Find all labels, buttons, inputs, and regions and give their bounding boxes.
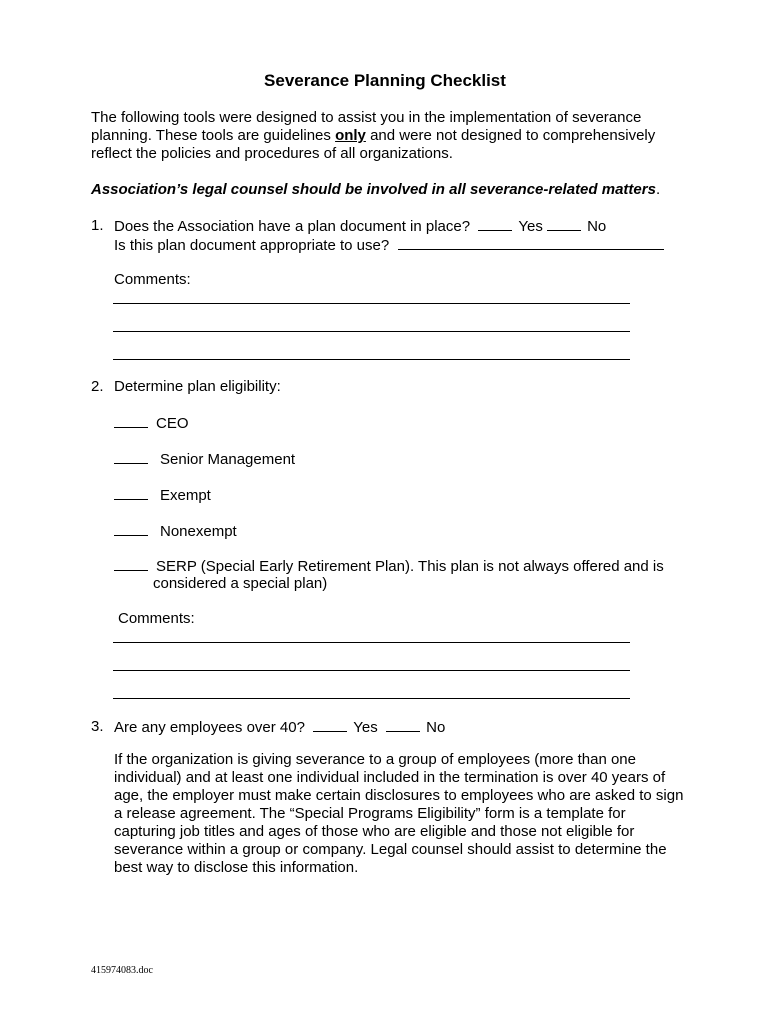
q3-explanation-paragraph: If the organization is giving severance to a group of employees (more than one individual) and at least one individual included in the termination is over 40 years of age, the employer must make certain disclosures to employees who are asked to sign a release agreement. The “Special Programs Eligibility” form is a template for capturing job titles and ages of those who are eligible and those not eligible for severance within a group or company. Legal counsel should assist to determine the best way to disclose this information.	[114, 751, 684, 876]
q2-senior-blank[interactable]	[114, 450, 148, 464]
q3-no-label: No	[426, 719, 446, 736]
q2-option-exempt	[114, 486, 211, 505]
q2-option-label: CEO	[156, 415, 189, 432]
q2-option-label: SERP (Special Early Retirement Plan). This plan is not always offered and is	[156, 558, 664, 575]
page-title: Severance Planning Checklist	[264, 71, 506, 90]
q1-question2: Is this plan document appropriate to use?	[114, 237, 390, 254]
q1-comments-label: Comments:	[114, 271, 191, 288]
q3-no-blank[interactable]	[386, 718, 420, 732]
q2-serp-continued: considered a special plan)	[153, 575, 328, 592]
q2-exempt-blank[interactable]	[114, 486, 148, 500]
q1-question: Does the Association have a plan document in place?	[114, 218, 471, 235]
q2-comment-line-2[interactable]	[113, 670, 630, 671]
q1-comment-line-3[interactable]	[113, 359, 630, 360]
q2-option-senior-management	[114, 450, 295, 469]
q1-question-row	[114, 217, 606, 236]
q3-yes-blank[interactable]	[313, 718, 347, 732]
q1-yes-blank[interactable]	[478, 217, 512, 231]
q2-nonexempt-blank[interactable]	[114, 522, 148, 536]
q2-ceo-blank[interactable]	[114, 414, 148, 428]
q2-option-ceo	[114, 414, 189, 433]
q2-option-serp	[114, 557, 664, 576]
q3-number: 3.	[91, 718, 104, 735]
q2-comment-line-1[interactable]	[113, 642, 630, 643]
q3-question-row	[114, 718, 445, 737]
legal-note-period: .	[655, 181, 661, 198]
q1-comment-line-2[interactable]	[113, 331, 630, 332]
q2-question: Determine plan eligibility:	[114, 378, 281, 395]
q1-no-label: No	[587, 218, 607, 235]
q1-comment-line-1[interactable]	[113, 303, 630, 304]
intro-text-before: The following tools were designed to assist you in the implementation of severance planning. These tools are guidelines	[91, 109, 642, 144]
q2-option-label: Nonexempt	[160, 523, 237, 540]
q2-serp-blank[interactable]	[114, 557, 148, 571]
q2-comment-line-3[interactable]	[113, 698, 630, 699]
q1-no-blank[interactable]	[547, 217, 581, 231]
legal-note	[91, 181, 691, 199]
intro-paragraph	[91, 109, 691, 163]
q1-yes-label: Yes	[518, 218, 543, 235]
q3-yes-label: Yes	[353, 719, 378, 736]
legal-note-text: Association’s legal counsel should be involved in all severance-related matters	[91, 181, 656, 198]
q2-comments-label: Comments:	[118, 610, 195, 627]
q2-option-nonexempt	[114, 522, 237, 541]
intro-text-after: and were not designed to comprehensively reflect the policies and procedures of all organizations.	[91, 127, 656, 162]
q2-option-label: Exempt	[160, 487, 211, 504]
q2-option-label: Senior Management	[160, 451, 296, 468]
q1-number: 1.	[91, 217, 104, 234]
intro-emphasis: only	[335, 127, 366, 144]
q1-appropriate-field[interactable]	[398, 235, 664, 250]
q1-question2-row	[114, 235, 664, 255]
footer-filename: 415974083.doc	[91, 965, 153, 976]
q3-question: Are any employees over 40?	[114, 719, 305, 736]
q2-number: 2.	[91, 378, 104, 395]
